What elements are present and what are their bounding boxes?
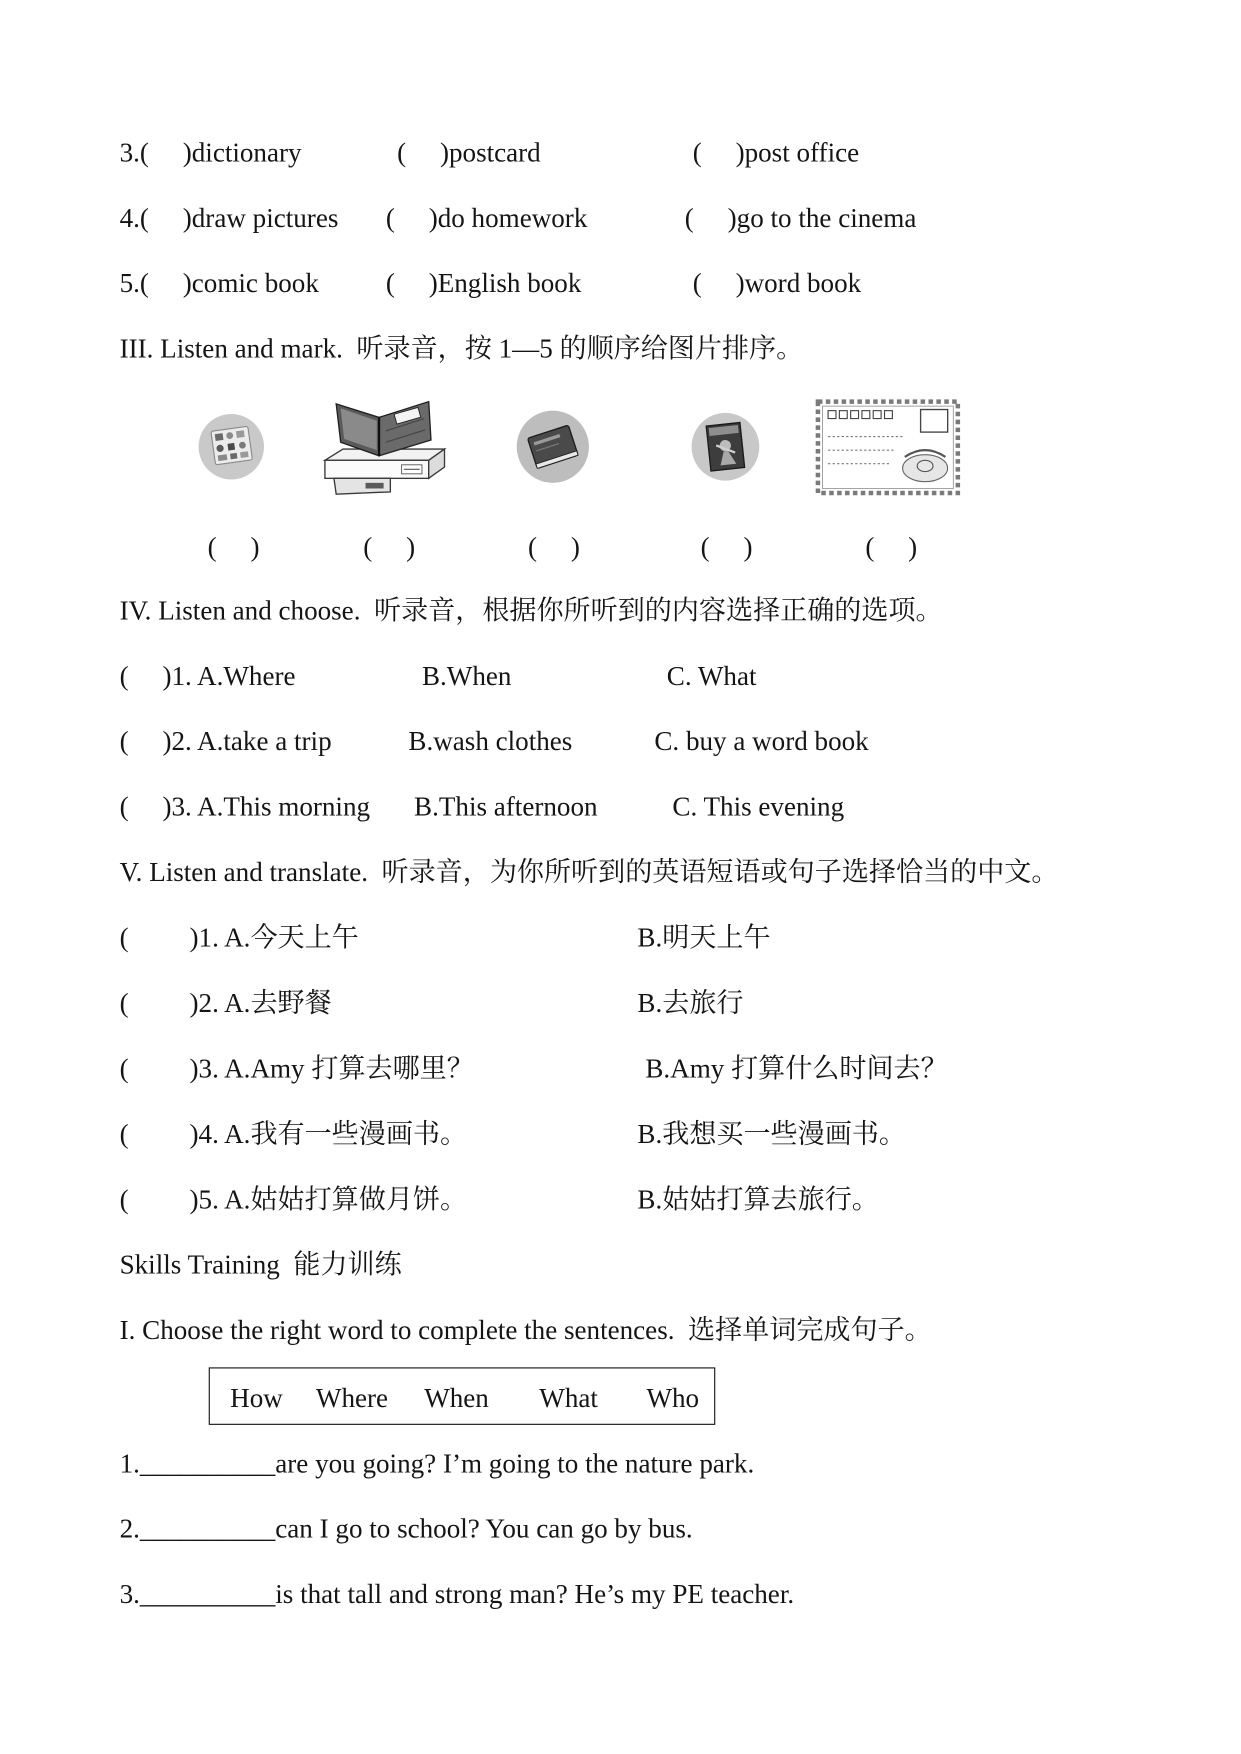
sticker-sheet-icon <box>196 412 266 482</box>
question-v-4-option-b: B.我想买一些漫画书。 <box>637 1120 906 1150</box>
picture-3-answer-bracket: ( ) <box>527 533 580 563</box>
question-iv-3-option-c: C. This evening <box>672 793 845 823</box>
question-iv-2-option-c: C. buy a word book <box>654 727 869 758</box>
fill-in-sentence-1: 1.__________are you going? I’m going to the nature park. <box>119 1449 755 1480</box>
item-3-dictionary: 3.( )dictionary <box>119 138 302 169</box>
fill-in-sentence-3: 3.__________is that tall and strong man? He’s my PE teacher. <box>119 1580 795 1610</box>
item-4-go-to-the-cinema: ( )go to the cinema <box>684 204 917 234</box>
question-v-3-option-b: B.Amy 打算什么时间去？ <box>645 1054 948 1085</box>
skills-training-heading: Skills Training 能力训练 <box>119 1251 402 1281</box>
question-iv-3-option-a: ( )3. A.This morning <box>119 793 371 823</box>
question-v-1-option-a: ( )1. A.今天上午 <box>119 923 359 954</box>
section-iii-heading: III. Listen and mark. 听录音，按 1—5 的顺序给图片排序。 <box>119 335 804 365</box>
word-bank-what: What <box>539 1384 598 1414</box>
item-4-do-homework: ( )do homework <box>385 204 588 234</box>
item-3-postcard: ( )postcard <box>397 138 541 169</box>
question-iv-1-option-b: B.When <box>421 662 512 692</box>
item-5-english-book: ( )English book <box>385 269 582 299</box>
item-5-word-book: ( )word book <box>692 269 862 299</box>
picture-1-answer-bracket: ( ) <box>207 533 260 563</box>
item-4-draw-pictures: 4.( )draw pictures <box>119 204 339 234</box>
question-iv-1-option-a: ( )1. A.Where <box>119 662 296 692</box>
picture-5-answer-bracket: ( ) <box>865 533 918 563</box>
question-iv-1-option-c: C. What <box>666 662 757 692</box>
item-5-comic-book: 5.( )comic book <box>119 269 319 299</box>
section-v-heading: V. Listen and translate. 听录音，为你所听到的英语短语或句子选择恰当的中文。 <box>119 858 1059 888</box>
question-v-5-option-b: B.姑姑打算去旅行。 <box>637 1185 879 1216</box>
question-v-1-option-b: B.明天上午 <box>637 923 771 954</box>
picture-2-answer-bracket: ( ) <box>363 533 416 563</box>
section-iv-heading: IV. Listen and choose. 听录音，根据你所听到的内容选择正确的选项。 <box>119 596 943 627</box>
question-iv-2-option-b: B.wash clothes <box>408 727 573 758</box>
part-i-instruction: I. Choose the right word to complete the sentences. 选择单词完成句子。 <box>119 1316 932 1346</box>
item-3-post-office: ( )post office <box>692 138 860 169</box>
picture-4-answer-bracket: ( ) <box>700 533 753 563</box>
question-v-2-option-a: ( )2. A.去野餐 <box>119 989 332 1019</box>
question-v-4-option-a: ( )4. A.我有一些漫画书。 <box>119 1120 468 1150</box>
word-bank-when: When <box>424 1384 489 1414</box>
word-book-icon <box>514 408 591 485</box>
question-v-5-option-a: ( )5. A.姑姑打算做月饼。 <box>119 1185 468 1216</box>
question-iv-2-option-a: ( )2. A.take a trip <box>119 727 332 758</box>
question-v-3-option-a: ( )3. A.Amy 打算去哪里？ <box>119 1054 474 1085</box>
word-bank-where: Where <box>315 1384 389 1414</box>
question-v-2-option-b: B.去旅行 <box>637 989 744 1019</box>
postcard-icon <box>815 398 962 497</box>
comic-book-icon <box>689 411 761 483</box>
dictionary-and-books-icon <box>320 397 449 501</box>
word-bank-who: Who <box>646 1384 700 1414</box>
question-iv-3-option-b: B.This afternoon <box>414 793 598 823</box>
word-bank-how: How <box>230 1384 283 1414</box>
fill-in-sentence-2: 2.__________can I go to school? You can go by bus. <box>119 1515 693 1545</box>
